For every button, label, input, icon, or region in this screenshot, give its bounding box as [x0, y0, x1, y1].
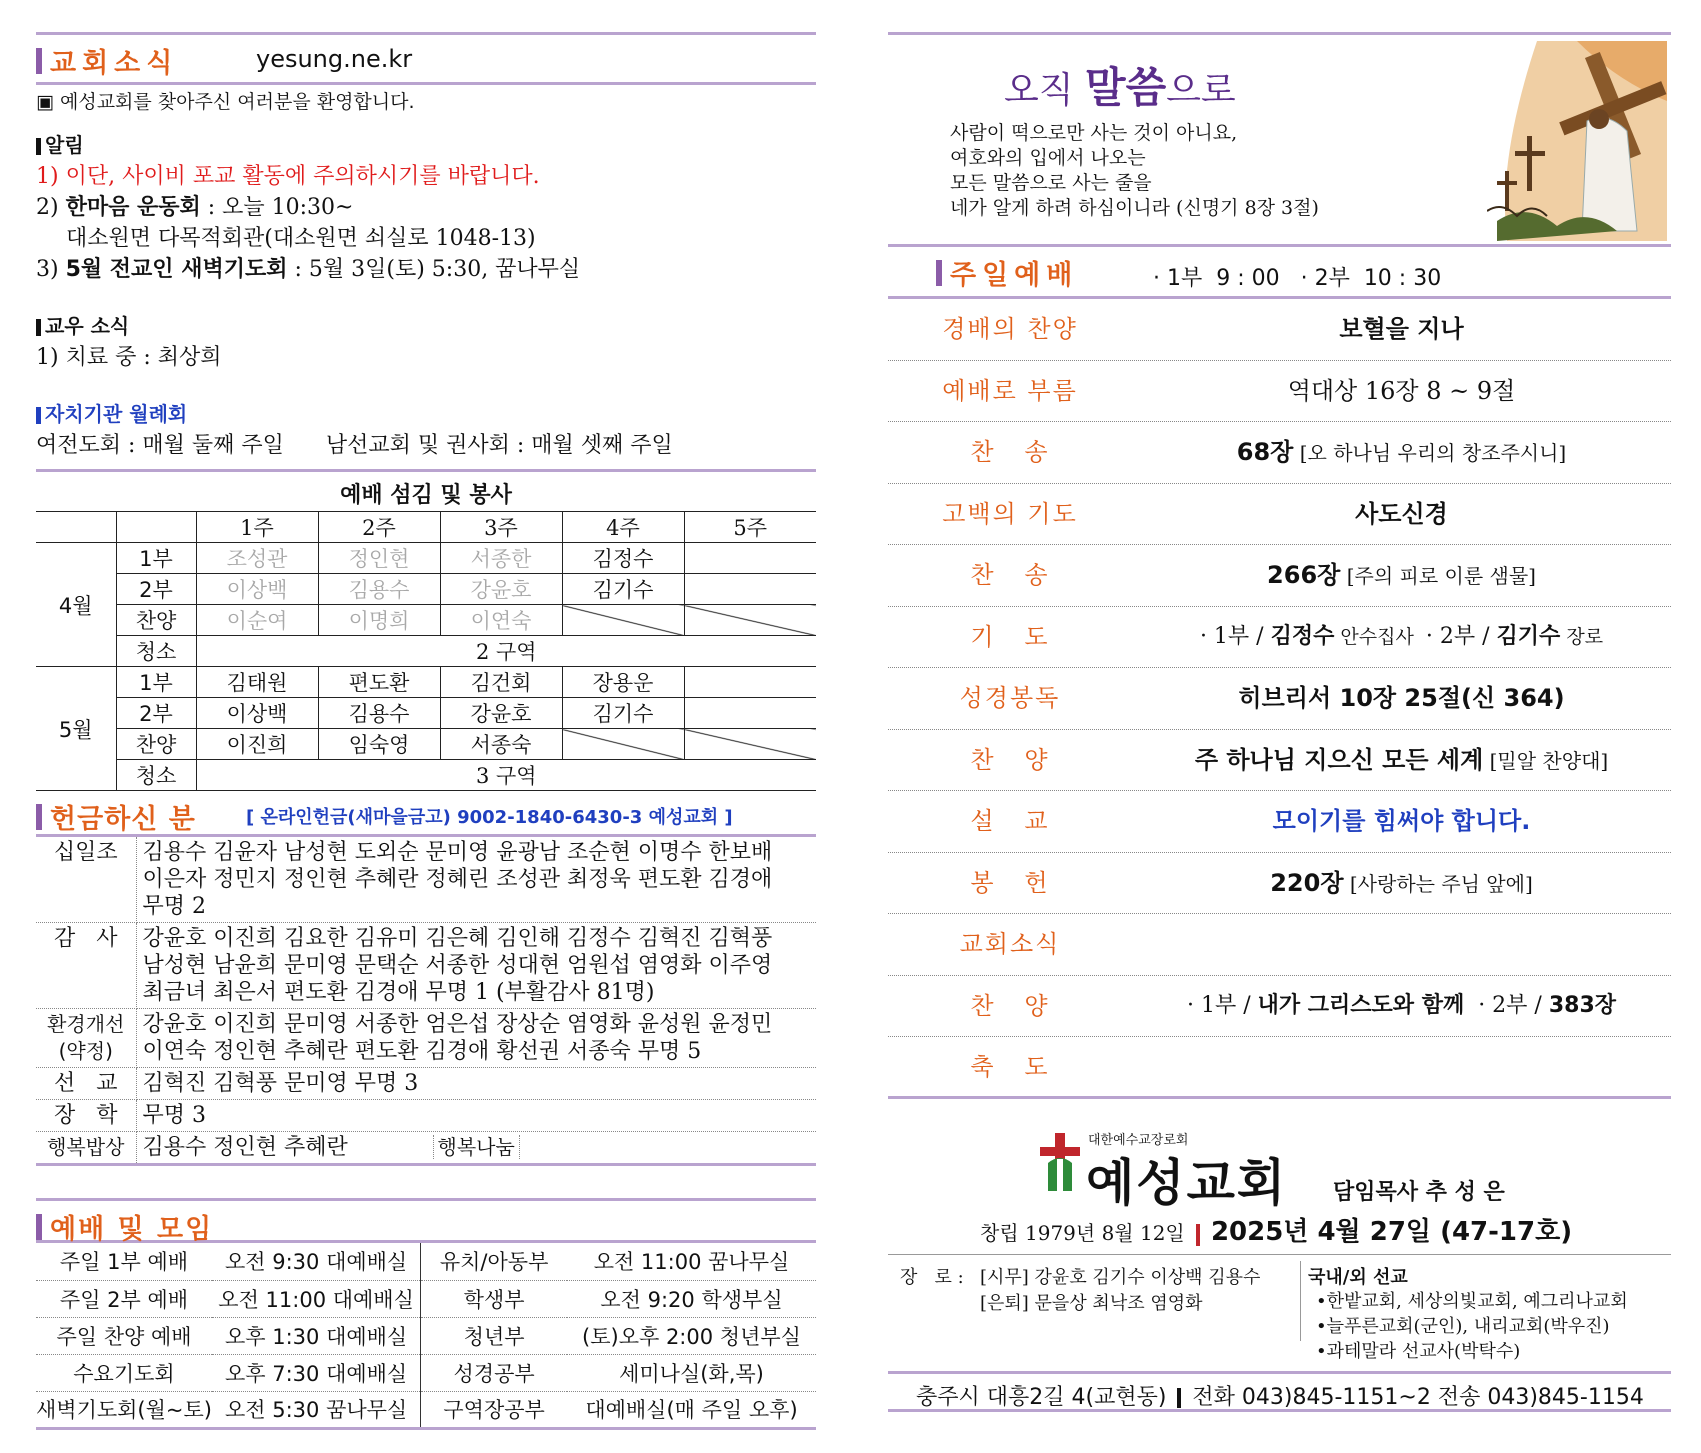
offering-row: 장 학 무명 3	[36, 1100, 816, 1132]
meeting-row: 주일 2부 예배 오전 11:00 대예배실 학생부 오전 9:20 학생부실	[36, 1280, 816, 1317]
order-item: 성경봉독 히브리서 10장 25절(신 364)	[888, 668, 1671, 730]
elders-retired: [은퇴] 문을상 최낙조 염영화	[980, 1292, 1203, 1314]
week-4: 4주	[562, 512, 684, 543]
order-item: 찬 양 주 하나님 지으신 모든 세계 [밀알 찬양대]	[888, 730, 1671, 792]
right-column	[888, 32, 1671, 1412]
order-item: 찬 양 · 1부 / 내가 그리스도와 함께 · 2부 / 383장	[888, 976, 1671, 1038]
order-item: 예배로 부름 역대상 16장 8 ~ 9절	[888, 361, 1671, 423]
mission-heading: 국내/외 선교	[1308, 1266, 1408, 1288]
offering-row: 십일조 김용수 김윤자 남성현 도외순 문미영 윤광남 조순현 이명수 한보배 이은자 정민지 정인현 추혜란 정혜린 조성관 최정욱 편도환 김경애 무명 2	[36, 837, 816, 923]
offering-row: 감 사 강윤호 이진희 김요한 김유미 김은혜 김인해 김정수 김혁진 김혁풍 남성현 남윤희 문미영 문택순 서종한 성대현 엄원섭 염영화 이주영 최금녀 최은서 편도환 김경애 무명 1 (부활감사 81명)	[36, 923, 816, 1009]
church-news-title: 교회소식	[50, 48, 179, 79]
schedule-title: 예배 섬김 및 봉사	[340, 483, 512, 508]
order-item: 경배의 찬양 보혈을 지나	[888, 299, 1671, 361]
order-item: 찬 송 68장 [오 하나님 우리의 창조주시니]	[888, 422, 1671, 484]
verse-box	[888, 35, 1671, 247]
offering-row: 행복밥상 김용수 정인현 추혜란 행복나눔	[36, 1132, 816, 1165]
meetings-table	[36, 1243, 816, 1430]
phone: 전화 043)845-1151~2 전송 043)845-1154	[1192, 1384, 1644, 1410]
worship-header	[888, 247, 1671, 299]
offering-header	[36, 791, 816, 837]
worship-times: · 1부 9 : 00 · 2부 10 : 30	[1153, 266, 1442, 291]
notice-heading: 알림	[36, 130, 816, 161]
elders-active: [시무] 강윤호 김기수 이상백 김용수	[980, 1266, 1261, 1288]
meeting-row: 새벽기도회(월~토) 오전 5:30 꿈나무실 구역장공부 대예배실(매 주일 오후)	[36, 1391, 816, 1428]
welcome-text: ▣ 예성교회를 찾아주신 여러분을 환영합니다.	[36, 91, 415, 113]
verse-title: 오직 말씀으로	[1004, 63, 1236, 112]
church-website[interactable]: yesung.ne.kr	[256, 45, 413, 73]
order-item: 교회소식	[888, 914, 1671, 976]
order-item: 설 교 모이기를 힘써야 합니다.	[888, 791, 1671, 853]
verse-text: 사람이 떡으로만 사는 것이 아니요, 여호와의 입에서 나오는 모든 말씀으로 사는 줄을 네가 알게 하려 하심이니라 (신명기 8장 3절)	[950, 122, 1319, 219]
meetings-header	[36, 1201, 816, 1243]
worship-order	[888, 299, 1671, 1099]
meeting-row: 주일 1부 예배 오전 9:30 대예배실 유치/아동부 오전 11:00 꿈나무실	[36, 1243, 816, 1280]
meeting-row: 주일 찬양 예배 오후 1:30 대예배실 청년부 (토)오후 2:00 청년부실	[36, 1317, 816, 1354]
week-1: 1주	[196, 512, 318, 543]
order-item: 봉 헌 220장 [사랑하는 주님 앞에]	[888, 853, 1671, 915]
offering-row: 선 교 김혁진 김혁풍 문미영 무명 3	[36, 1068, 816, 1100]
mission-list: •한밭교회, 세상의빛교회, 예그리나교회 •늘푸른교회(군인), 내리교회(박우진) •과테말라 선교사(박탁수)	[1316, 1290, 1628, 1362]
offering-table	[36, 837, 816, 1166]
denomination: 대한예수교장로회	[1088, 1132, 1189, 1148]
contact-line	[888, 1374, 1671, 1412]
month-may: 5월	[36, 667, 116, 791]
order-item: 찬 송 266장 [주의 피로 이룬 샘물]	[888, 545, 1671, 607]
sermon-title: 모이기를 힘써야 합니다.	[1272, 807, 1531, 835]
order-item: 고백의 기도 사도신경	[888, 484, 1671, 546]
online-offering-account: [ 온라인헌금(새마을금고) 9002-1840-6430-3 예성교회 ]	[246, 807, 733, 828]
church-logo-area	[888, 1099, 1671, 1247]
notice-2: 2) 한마음 운동회 : 오늘 10:30~	[36, 195, 354, 220]
offering-title: 헌금하신 분	[50, 804, 196, 835]
notice-1: 1) 이단, 사이비 포교 활동에 주의하시기를 바랍니다.	[36, 164, 540, 189]
meetings-title: 예배 및 모임	[50, 1214, 214, 1245]
month-april: 4월	[36, 543, 116, 667]
cross-illustration	[1487, 41, 1667, 241]
order-item: 축 도	[888, 1037, 1671, 1099]
church-name: 예성교회	[1086, 1153, 1288, 1212]
founding-and-date: 창립 1979년 8월 12일 2025년 4월 27일 (47-17호)	[980, 1216, 1573, 1247]
church-cross-logo	[1038, 1133, 1082, 1191]
church-info: 장 로 : [시무] 강윤호 김기수 이상백 김용수 [은퇴] 문을상 최낙조 염영화 국내/외 선교 •한밭교회, 세상의빛교회, 예그리나교회 •늘푸른교회(군인), 내리교회(박우진) •과테말라 선교사(박탁수)	[888, 1254, 1671, 1374]
org-heading: 자치기관 월례회	[36, 399, 816, 430]
address: 충주시 대흥2길 4(교현동)	[916, 1384, 1167, 1410]
meeting-row: 수요기도회 오후 7:30 대예배실 성경공부 세미나실(화,목)	[36, 1354, 816, 1391]
worship-title: 주일예배	[950, 260, 1079, 291]
week-2: 2주	[318, 512, 440, 543]
notice-3: 3) 5월 전교인 새벽기도회 : 5월 3일(토) 5:30, 꿈나무실	[36, 257, 581, 282]
pastor: 담임목사 추 성 은	[1333, 1179, 1505, 1205]
order-item: 기 도 · 1부 / 김정수 안수집사 · 2부 / 김기수 장로	[888, 607, 1671, 669]
left-column	[36, 32, 816, 1430]
church-news-header	[36, 35, 816, 85]
week-5: 5주	[684, 512, 816, 543]
member-news-text: 1) 치료 중 : 최상희	[36, 345, 222, 370]
service-schedule-table: 1주 2주 3주 4주 5주 4월 1부 조성관 정인현 서종한 김정수 2부 이상백 김용수 강윤호 김기수 찬양 이순여 이명희 이연숙 청소 2 구역 5월 1부 김태원 편도환 김건회 장용운 2부 이상백 김용수 강윤호 김기수 찬양 이진희 임숙영 서종숙 청소 3 구역	[36, 511, 816, 791]
bulletin-date: 2025년 4월 27일 (47-17호)	[1210, 1216, 1573, 1247]
notice-2-location: 대소원면 다목적회관(대소원면 쇠실로 1048-13)	[66, 226, 536, 251]
member-news-heading: 교우 소식	[36, 311, 816, 342]
org-schedule: 여전도회 : 매월 둘째 주일 남선교회 및 권사회 : 매월 셋째 주일	[36, 433, 673, 458]
week-3: 3주	[440, 512, 562, 543]
offering-row: 환경개선 (약정) 강윤호 이진희 문미영 서종한 엄은섭 장상순 염영화 윤성원 윤정민 이연숙 정인현 추혜란 편도환 김경애 황선권 서종숙 무명 5	[36, 1009, 816, 1068]
